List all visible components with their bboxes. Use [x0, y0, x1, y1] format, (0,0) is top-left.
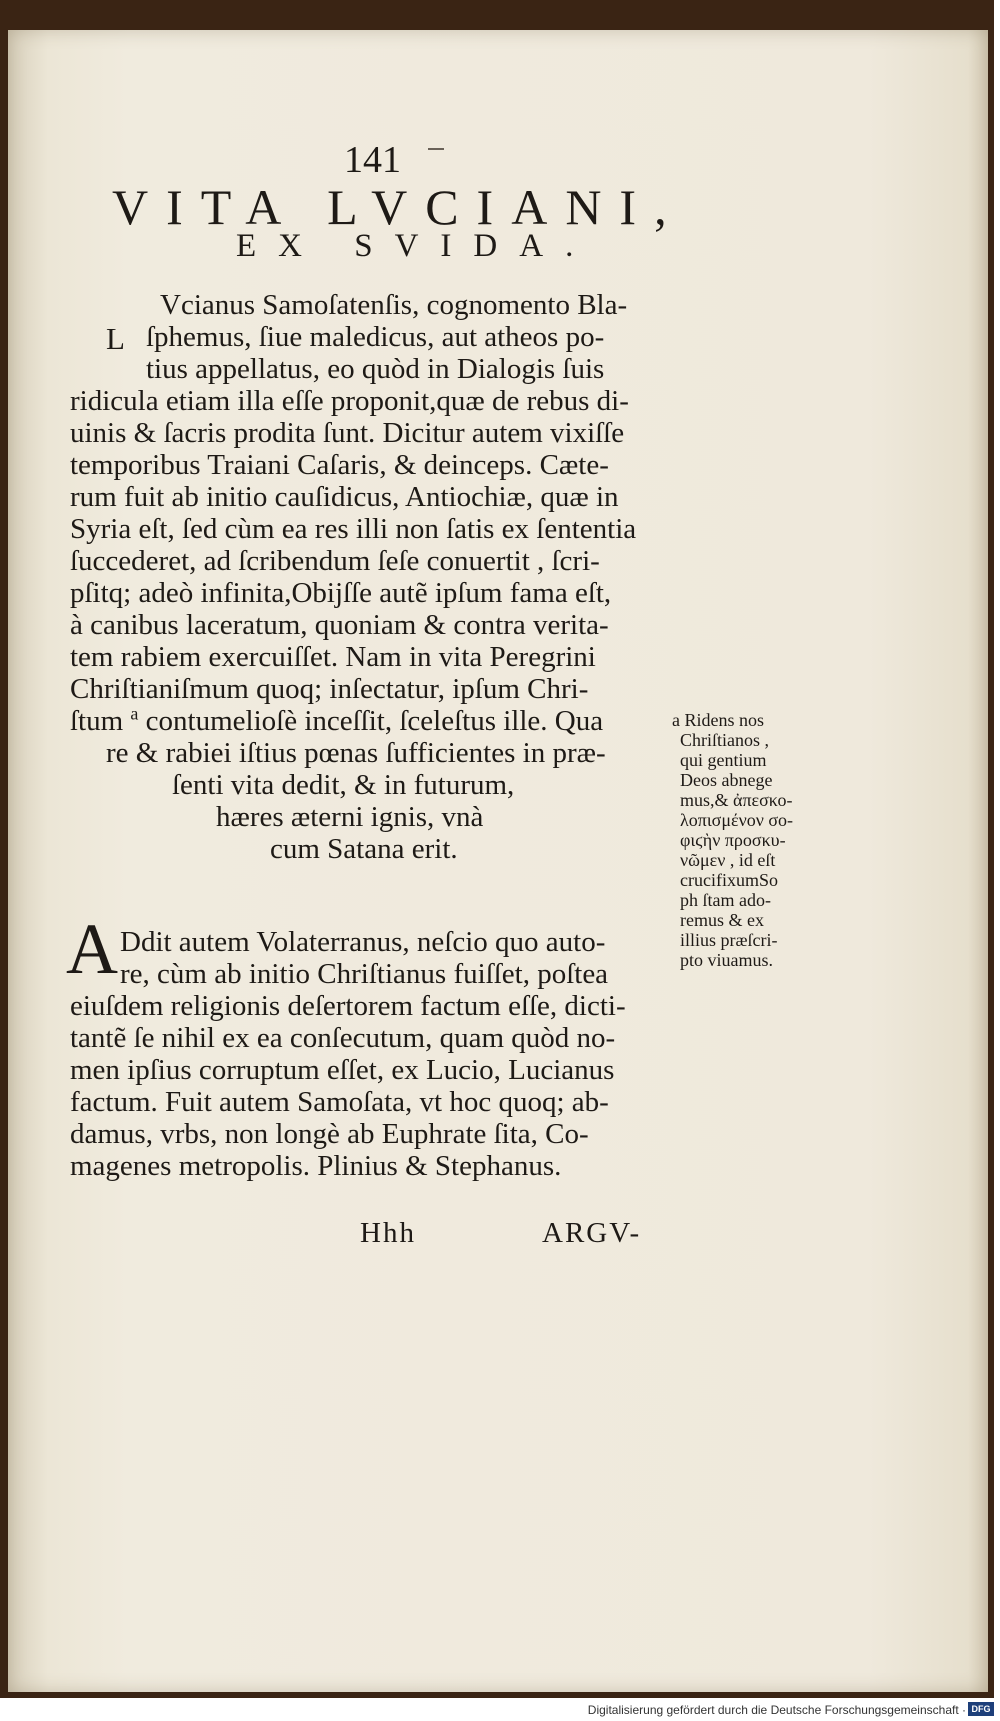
marginal-note-line: pto viuamus. — [680, 950, 773, 970]
page-title: VITA LVCIANI, — [112, 179, 685, 235]
paragraph-line-start: ſtum — [70, 705, 124, 737]
paragraph-line: re & rabiei iſtius pœnas ſufficientes in præ- — [106, 737, 606, 769]
marginal-note-line: a Ridens nos — [672, 710, 764, 730]
marginal-note-line: ph ſtam ado- — [680, 890, 771, 910]
paragraph-line: damus, vrbs, non longè ab Euphrate ſita, Co- — [70, 1118, 589, 1150]
paragraph-line: pſitq; adeò infinita,Obijſſe autẽ ipſum fama eſt, — [70, 577, 612, 609]
paragraph-line: Syria eſt, ſed cùm ea res illi non ſatis ex ſententia — [70, 513, 637, 545]
marginal-note-line: φιϛὴν προσκυ- — [680, 830, 786, 850]
paragraph-line: tem rabiem exercuiſſet. Nam in vita Peregrini — [70, 641, 596, 673]
marginal-note-line: Chriſtianos , — [680, 730, 769, 750]
paragraph-line: tantẽ ſe nihil ex ea conſecutum, quam quòd no- — [70, 1022, 616, 1054]
dropcap-a: A — [66, 909, 118, 989]
marginal-note-line: λοπισμένον σο- — [680, 810, 794, 830]
page-number-rule — [428, 148, 444, 150]
paragraph-line: Chriſtianiſmum quoq; inſectatur, ipſum Chri- — [70, 673, 589, 705]
paragraph-line: ſphemus, ſiue maledicus, aut atheos po- — [146, 321, 605, 353]
page-number: 141 — [344, 139, 401, 181]
paragraph-line: ſenti vita dedit, & in futurum, — [172, 769, 515, 801]
marginal-note-line: crucifixumSo — [680, 870, 778, 890]
digitization-footer — [0, 1698, 1000, 1721]
paragraph-line: tius appellatus, eo quòd in Dialogis ſuis — [146, 353, 605, 385]
paragraph-line: temporibus Traiani Caſaris, & deinceps. Cæte- — [70, 449, 609, 481]
marginal-note-line: remus & ex — [680, 910, 764, 930]
paragraph-line: factum. Fuit autem Samoſata, vt hoc quoq; ab- — [70, 1086, 609, 1118]
paragraph-line: eiuſdem religionis deſertorem factum eſſe, dicti- — [70, 990, 626, 1022]
paragraph-line — [70, 705, 603, 737]
marginal-note-line: illius præſcri- — [680, 930, 778, 950]
paragraph-line: Vcianus Samoſatenſis, cognomento Bla- — [160, 289, 628, 321]
paragraph-line: cum Satana erit. — [270, 833, 458, 865]
paragraph-line: à canibus laceratum, quoniam & contra verita- — [70, 609, 609, 641]
dfg-logo: DFG — [968, 1702, 994, 1716]
paragraph-line: ſuccederet, ad ſcribendum ſeſe conuertit , ſcri- — [70, 545, 600, 577]
paragraph-line: men ipſius corruptum eſſet, ex Lucio, Lucianus — [70, 1054, 615, 1086]
marginal-note-line: qui gentium — [680, 750, 767, 770]
paragraph-line: ridicula etiam illa eſſe proponit,quæ de rebus di- — [70, 385, 629, 417]
paragraph-line-rest: contumelioſè inceſſit, ſceleſtus ille. Qua — [145, 705, 604, 737]
paragraph-line: Ddit autem Volaterranus, neſcio quo auto- — [120, 926, 606, 958]
signature-mark: Hhh — [360, 1217, 416, 1249]
paragraph-line: magenes metropolis. Plinius & Stephanus. — [70, 1150, 562, 1182]
marginal-note-line: mus,& ἀπεσκο- — [680, 790, 793, 810]
marginal-note-line: νῶμεν , id eſt — [680, 850, 776, 870]
paragraph-line: rum fuit ab initio cauſidicus, Antiochiæ, quæ in — [70, 481, 619, 513]
page-leaf — [8, 30, 988, 1692]
page-subtitle: EX SVIDA. — [236, 228, 596, 264]
marginal-note-line: Deos abnege — [680, 770, 773, 790]
paragraph-line: re, cùm ab initio Chriſtianus fuiſſet, poſtea — [120, 958, 609, 990]
paragraph-line: hæres æterni ignis, vnà — [216, 801, 484, 833]
footnote-ref-a: a — [130, 703, 139, 724]
dropcap-l: L — [106, 321, 125, 356]
catchword: ARGV- — [542, 1217, 642, 1249]
paragraph-line: uinis & ſacris prodita ſunt. Dicitur autem vixiſſe — [70, 417, 625, 449]
footer-text: Digitalisierung gefördert durch die Deutsche Forschungsgemeinschaft · — [587, 1703, 966, 1717]
